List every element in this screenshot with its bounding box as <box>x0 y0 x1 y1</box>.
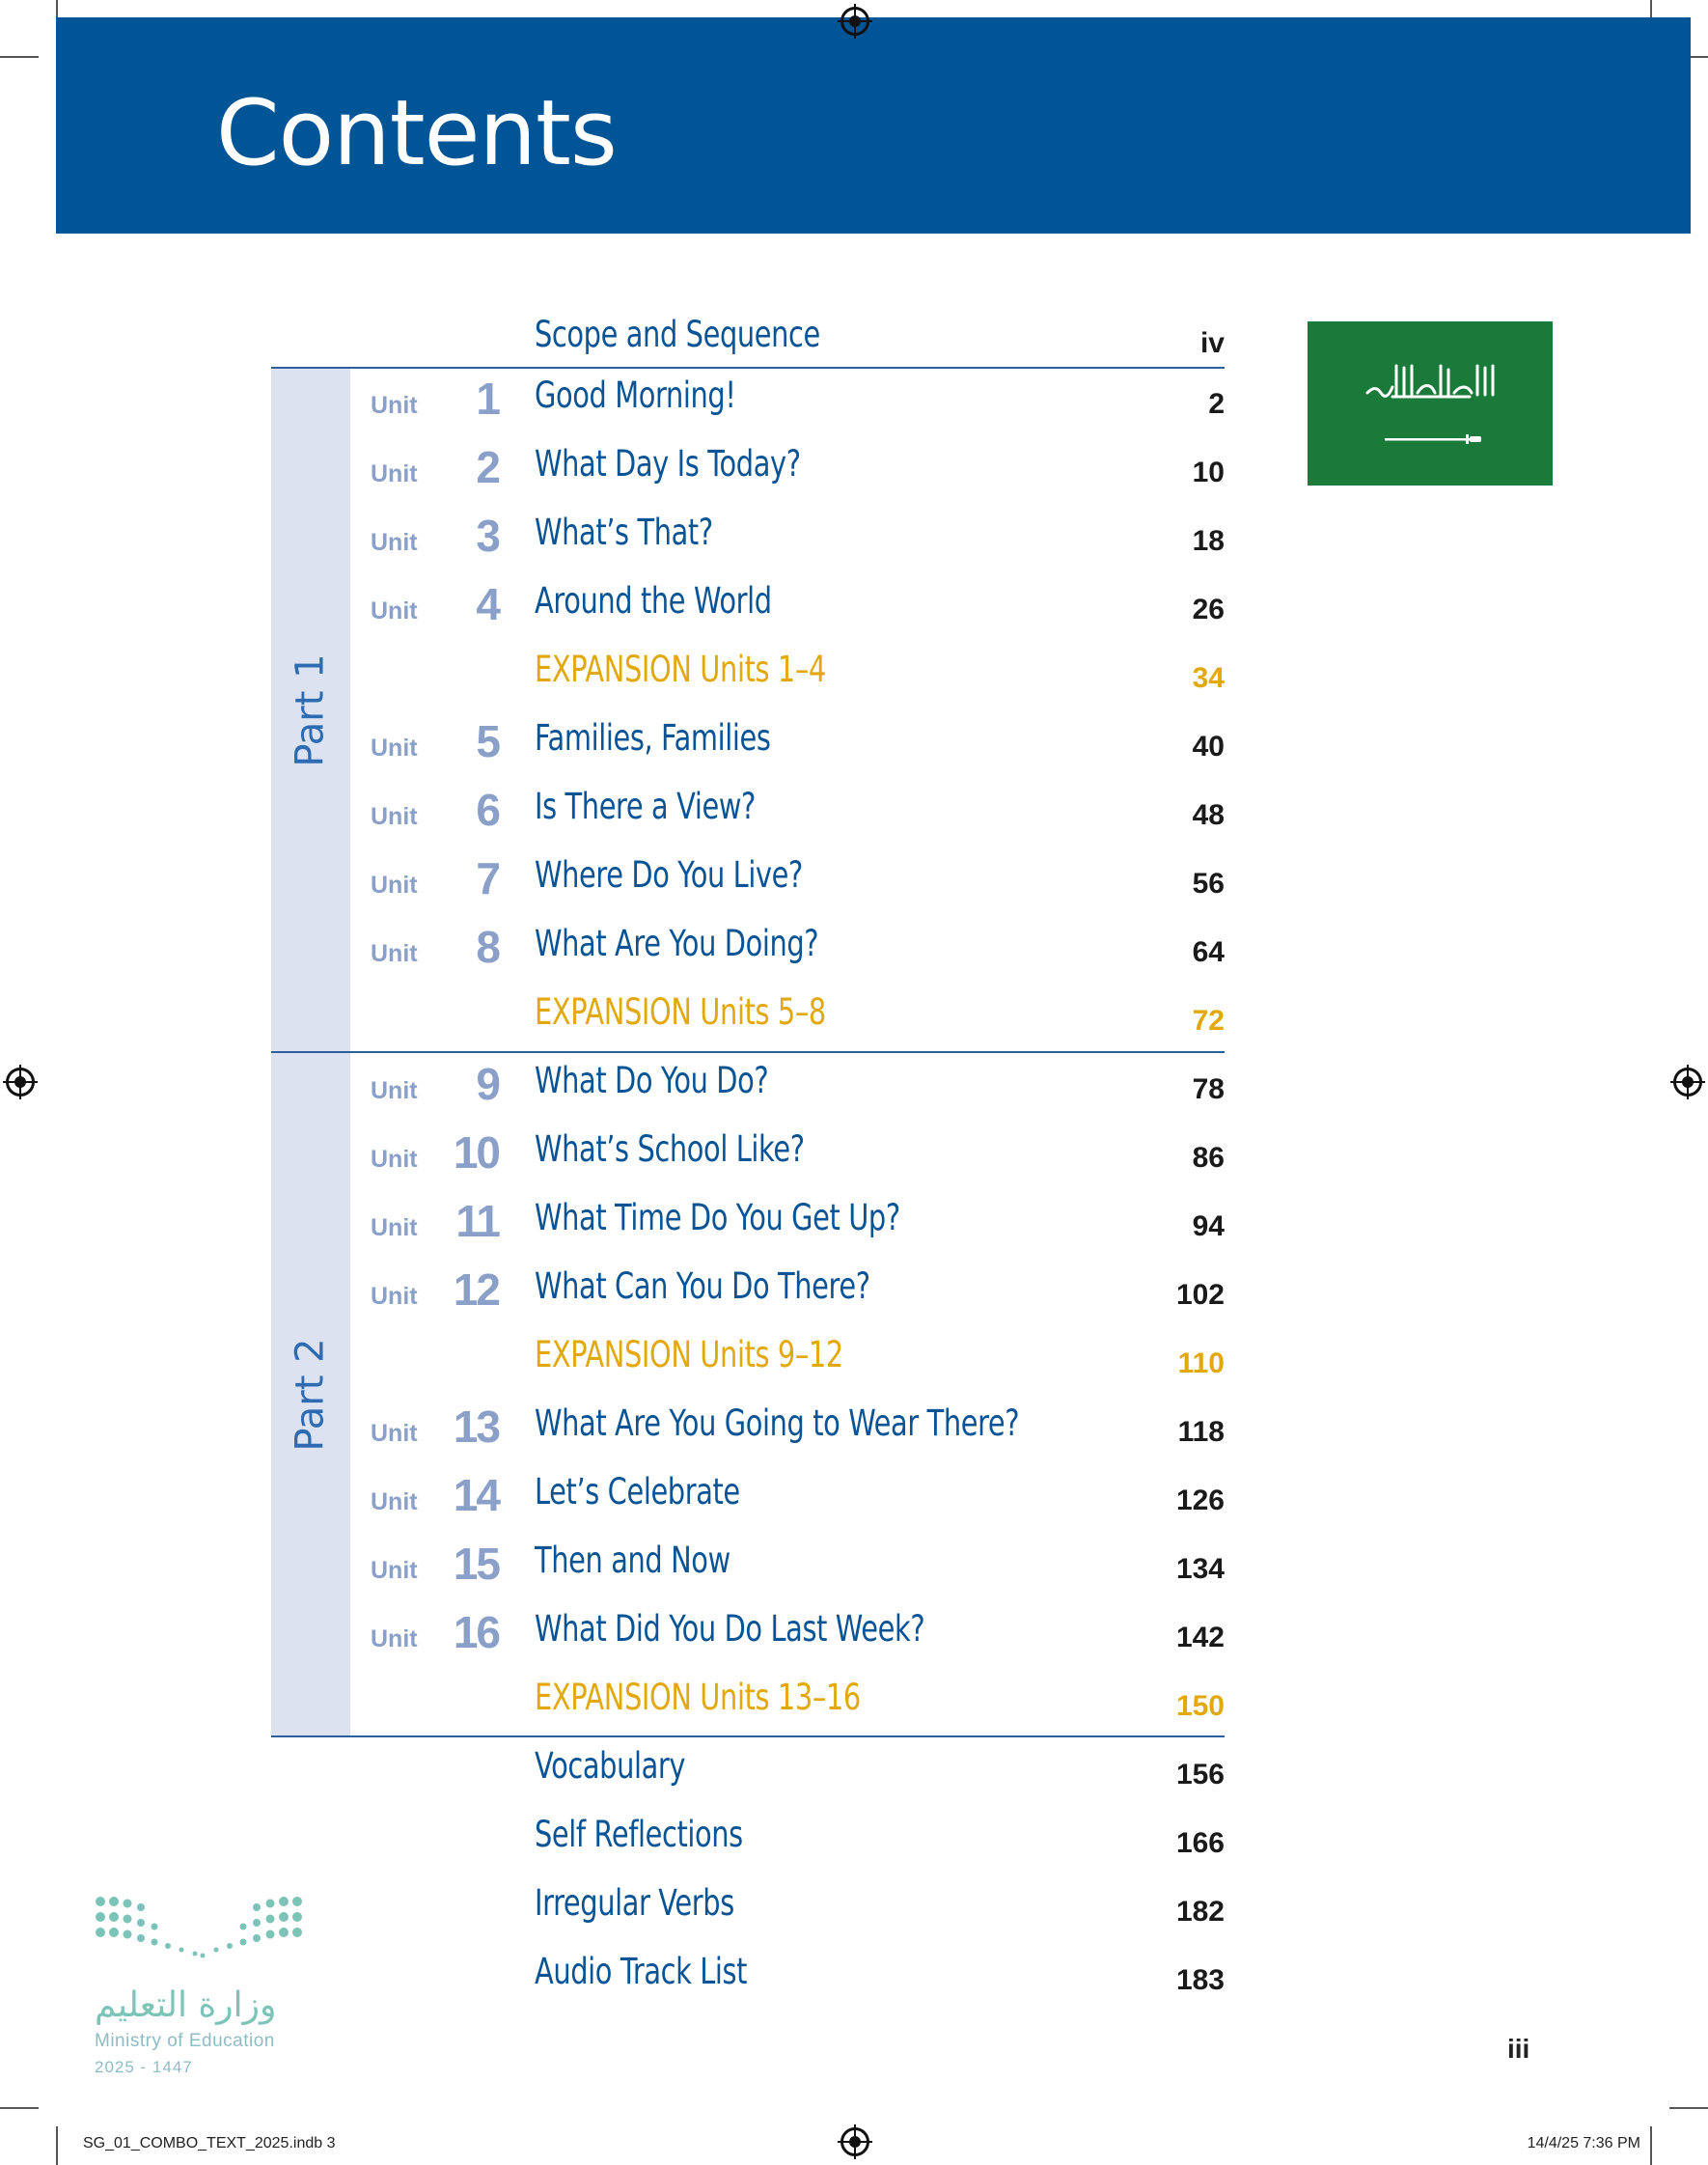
unit-label: Unit <box>371 1214 418 1241</box>
page-title: Contents <box>216 81 617 186</box>
toc-entry-page: 166 <box>1175 1827 1225 1859</box>
toc-entry-title: Is There a View? <box>535 786 756 827</box>
section-divider <box>271 367 1225 369</box>
toc-row-unit[interactable] <box>0 441 1708 509</box>
unit-label: Unit <box>371 1420 418 1447</box>
unit-number: 16 <box>453 1607 499 1657</box>
toc-row-unit[interactable] <box>0 1195 1708 1263</box>
toc-entry-page: 142 <box>1175 1622 1225 1653</box>
toc-entry-page: 102 <box>1175 1279 1225 1311</box>
unit-label: Unit <box>371 1077 418 1104</box>
unit-number: 14 <box>453 1470 499 1520</box>
toc-entry-title: EXPANSION Units 9–12 <box>535 1334 843 1375</box>
toc-entry-title: Vocabulary <box>535 1745 686 1787</box>
unit-number: 1 <box>476 374 499 424</box>
unit-label: Unit <box>371 940 418 967</box>
toc-row-unit[interactable] <box>0 1058 1708 1125</box>
unit-number: 5 <box>476 716 499 766</box>
toc-row-expansion[interactable] <box>0 647 1708 714</box>
toc-row-back-matter[interactable] <box>0 1812 1708 1879</box>
unit-number: 13 <box>453 1402 499 1452</box>
toc-entry-page: 26 <box>1192 594 1225 625</box>
toc-row-unit[interactable] <box>0 784 1708 851</box>
toc-row-expansion[interactable] <box>0 989 1708 1057</box>
ministry-logo <box>93 1894 315 2076</box>
toc-row-unit[interactable] <box>0 578 1708 646</box>
ministry-english-name: Ministry of Education <box>95 2031 275 2051</box>
unit-number: 11 <box>455 1196 499 1246</box>
toc-entry-page: 64 <box>1192 936 1225 968</box>
toc-entry-page: 126 <box>1175 1485 1225 1516</box>
toc-entry-page: 110 <box>1177 1347 1225 1379</box>
unit-number: 2 <box>476 442 499 492</box>
toc-entry-title: Let’s Celebrate <box>535 1471 740 1513</box>
toc-row-unit[interactable] <box>0 715 1708 783</box>
toc-entry-page: 78 <box>1192 1073 1225 1105</box>
part-2-label: Part 2 <box>289 1337 334 1452</box>
toc-entry-title: Good Morning! <box>535 375 736 416</box>
ministry-arabic-name: وزارة التعليم <box>95 1985 277 2025</box>
toc-entry-page: 134 <box>1175 1553 1225 1585</box>
unit-label: Unit <box>371 1283 418 1310</box>
toc-entry-title: What Do You Do? <box>535 1060 769 1101</box>
unit-number: 9 <box>476 1059 499 1109</box>
unit-label: Unit <box>371 803 418 830</box>
toc-entry-title: Then and Now <box>535 1540 730 1581</box>
toc-row-unit[interactable] <box>0 1538 1708 1605</box>
unit-label: Unit <box>371 529 418 556</box>
unit-number: 15 <box>453 1539 499 1589</box>
toc-entry-title: What Day Is Today? <box>535 443 801 485</box>
part-1-label: Part 1 <box>289 652 334 767</box>
toc-entry-title: What Did You Do Last Week? <box>535 1608 925 1650</box>
toc-entry-title: EXPANSION Units 1–4 <box>535 649 826 690</box>
unit-label: Unit <box>371 1557 418 1584</box>
unit-number: 6 <box>476 785 499 835</box>
unit-label: Unit <box>371 872 418 899</box>
toc-row-expansion[interactable] <box>0 1675 1708 1742</box>
toc-entry-title: EXPANSION Units 13–16 <box>535 1677 861 1718</box>
toc-entry-title: What Are You Doing? <box>535 923 819 964</box>
toc-entry-page: iv <box>1199 327 1225 359</box>
toc-entry-page: 86 <box>1192 1142 1225 1174</box>
toc-row-unit[interactable] <box>0 373 1708 440</box>
toc-entry-page: 34 <box>1192 662 1225 694</box>
toc-row-unit[interactable] <box>0 852 1708 920</box>
toc-entry-page: 18 <box>1192 525 1225 557</box>
section-divider <box>271 1735 1225 1737</box>
toc-entry-page: 40 <box>1192 731 1225 763</box>
print-slug-file: SG_01_COMBO_TEXT_2025.indb 3 <box>83 2135 336 2151</box>
ministry-year: 2025 - 1447 <box>95 2058 193 2076</box>
toc-entry-title: What Can You Do There? <box>535 1265 870 1307</box>
toc-row-unit[interactable] <box>0 1606 1708 1674</box>
toc-row-expansion[interactable] <box>0 1332 1708 1400</box>
toc-entry-page: 56 <box>1192 868 1225 900</box>
unit-label: Unit <box>371 1146 418 1173</box>
ministry-dots-icon <box>93 1894 305 1961</box>
unit-label: Unit <box>371 597 418 625</box>
unit-label: Unit <box>371 1625 418 1652</box>
toc-entry-title: Self Reflections <box>535 1814 743 1855</box>
toc-row-unit[interactable] <box>0 1126 1708 1194</box>
toc-row-unit[interactable] <box>0 510 1708 577</box>
toc-entry-page: 182 <box>1175 1896 1225 1928</box>
toc-entry-page: 183 <box>1175 1964 1225 1996</box>
print-slug-date: 14/4/25 7:36 PM <box>1527 2135 1640 2151</box>
page-number: iii <box>1507 2034 1530 2064</box>
toc-entry-page: 10 <box>1192 457 1225 488</box>
toc-entry-title: EXPANSION Units 5–8 <box>535 991 826 1033</box>
unit-number: 7 <box>476 853 499 903</box>
toc-row-unit[interactable] <box>0 921 1708 988</box>
section-divider <box>271 1051 1225 1053</box>
toc-entry-title: Audio Track List <box>535 1951 748 1992</box>
toc-row-unit[interactable] <box>0 1263 1708 1331</box>
toc-entry-title: Where Do You Live? <box>535 854 803 896</box>
toc-entry-title: Around the World <box>535 580 772 622</box>
unit-label: Unit <box>371 735 418 762</box>
toc-entry-title: What Are You Going to Wear There? <box>535 1402 1020 1444</box>
toc-entry-title: Scope and Sequence <box>535 314 820 355</box>
unit-label: Unit <box>371 392 418 419</box>
toc-row-unit[interactable] <box>0 1469 1708 1537</box>
toc-row-scope[interactable] <box>0 312 1708 379</box>
unit-label: Unit <box>371 460 418 487</box>
toc-entry-title: Families, Families <box>535 717 771 759</box>
toc-entry-page: 48 <box>1192 799 1225 831</box>
unit-number: 8 <box>476 922 499 972</box>
unit-label: Unit <box>371 1488 418 1515</box>
toc-entry-title: What Time Do You Get Up? <box>535 1197 900 1238</box>
toc-entry-title: What’s That? <box>535 512 713 553</box>
toc-row-unit[interactable] <box>0 1401 1708 1468</box>
unit-number: 4 <box>476 579 499 629</box>
toc-entry-title: What’s School Like? <box>535 1128 805 1170</box>
toc-entry-page: 150 <box>1175 1690 1225 1722</box>
toc-entry-page: 156 <box>1175 1759 1225 1790</box>
toc-entry-page: 118 <box>1177 1416 1225 1448</box>
unit-number: 3 <box>476 511 499 561</box>
toc-entry-page: 94 <box>1192 1210 1225 1242</box>
toc-entry-title: Irregular Verbs <box>535 1882 734 1924</box>
toc-entry-page: 72 <box>1192 1005 1225 1037</box>
unit-number: 10 <box>453 1127 499 1178</box>
toc-entry-page: 2 <box>1208 388 1225 420</box>
unit-number: 12 <box>453 1264 499 1315</box>
toc-row-back-matter[interactable] <box>0 1743 1708 1811</box>
